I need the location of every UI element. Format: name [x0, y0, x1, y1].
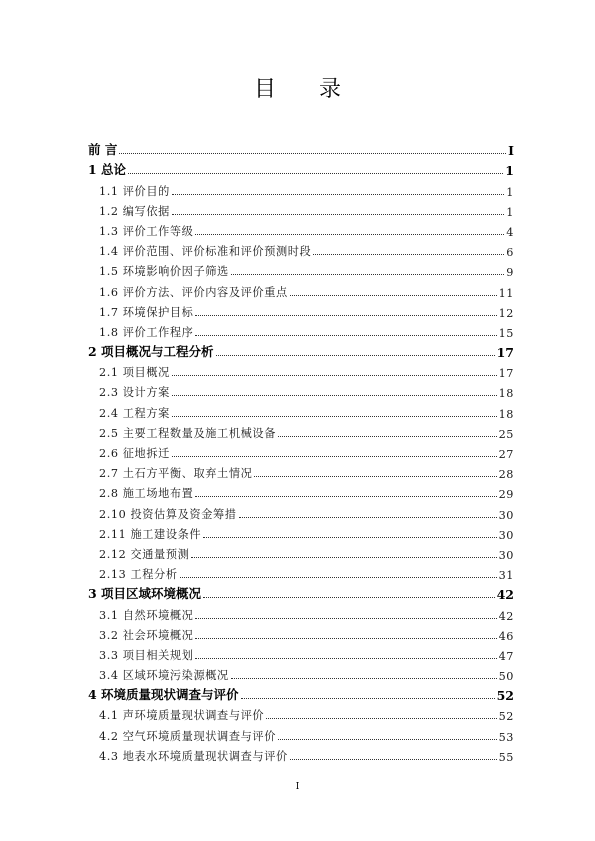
toc-section-entry[interactable]: [88, 158, 514, 178]
toc-subsection-entry[interactable]: [88, 380, 514, 400]
toc-subsection-entry[interactable]: [88, 643, 514, 663]
toc-entry-label: 3.2 社会环境概况: [99, 628, 194, 642]
toc-entry-label: 1.4 评价范围、评价标准和评价预测时段: [99, 245, 312, 259]
toc-entry-label: 3.3 项目相关规划: [99, 648, 194, 662]
dot-leader: [195, 334, 496, 336]
dot-leader: [172, 193, 504, 195]
toc-entry-page-number: 52: [498, 710, 514, 724]
dot-leader: [231, 273, 504, 275]
dot-leader: [239, 516, 497, 518]
toc-entry-label: 2.8 施工场地布置: [99, 487, 194, 501]
dot-leader: [128, 172, 503, 174]
toc-section-entry[interactable]: [88, 340, 514, 360]
toc-subsection-entry[interactable]: [88, 279, 514, 299]
toc-subsection-entry[interactable]: [88, 239, 514, 259]
toc-entry-page-number: 15: [498, 326, 514, 340]
toc-entry-page-number: 50: [498, 670, 514, 684]
dot-leader: [172, 213, 504, 215]
dot-leader: [172, 455, 497, 457]
toc-entry-label: 1.1 评价目的: [99, 184, 170, 198]
toc-subsection-entry[interactable]: [88, 360, 514, 380]
toc-entry-page-number: 52: [496, 688, 514, 704]
toc-entry-label: 1.7 环境保护目标: [99, 305, 194, 319]
toc-entry-page-number: 42: [498, 609, 514, 623]
toc-entry-label: 2.7 土石方平衡、取弃土情况: [99, 467, 253, 481]
toc-entry-label: 4.3 地表水环境质量现状调查与评价: [99, 749, 288, 763]
toc-entry-label: 4.1 声环境质量现状调查与评价: [99, 709, 265, 723]
dot-leader: [266, 717, 496, 719]
toc-entry-page-number: 18: [498, 407, 514, 421]
toc-entry-page-number: 55: [498, 750, 514, 764]
toc-subsection-entry[interactable]: [88, 481, 514, 501]
toc-subsection-entry[interactable]: [88, 400, 514, 420]
toc-entry-page-number: 53: [498, 730, 514, 744]
toc-section-entry[interactable]: [88, 582, 514, 602]
toc-entry-label: 2.12 交通量预测: [99, 547, 190, 561]
toc-entry-page-number: 6: [506, 246, 514, 260]
toc-entry-label: 2.10 投资估算及资金筹措: [99, 507, 237, 521]
page-title: 目 录: [254, 77, 359, 102]
toc-entry-page-number: 29: [498, 488, 514, 502]
toc-entry-label: 2 项目概况与工程分析: [88, 344, 214, 360]
toc-entry-page-number: 4: [506, 225, 514, 239]
dot-leader: [231, 677, 497, 679]
toc-subsection-entry[interactable]: [88, 300, 514, 320]
toc-entry-label: 1.6 评价方法、评价内容及评价重点: [99, 285, 288, 299]
toc-section-entry[interactable]: [88, 683, 514, 703]
dot-leader: [241, 697, 495, 699]
toc-entry-page-number: 1: [506, 185, 514, 199]
dot-leader: [195, 617, 496, 619]
page-number: I: [295, 782, 300, 792]
toc-entry-label: 1.2 编写依据: [99, 204, 170, 218]
toc-entry-page-number: 12: [498, 306, 514, 320]
toc-entry-page-number: 1: [505, 163, 514, 179]
dot-leader: [290, 758, 497, 760]
dot-leader: [216, 354, 495, 356]
toc-subsection-entry[interactable]: [88, 522, 514, 542]
toc-entry-page-number: 28: [498, 468, 514, 482]
toc-subsection-entry[interactable]: [88, 744, 514, 764]
dot-leader: [180, 576, 497, 578]
dot-leader: [172, 415, 497, 417]
toc-subsection-entry[interactable]: [88, 441, 514, 461]
toc-entry-page-number: 11: [498, 286, 514, 300]
dot-leader: [278, 435, 497, 437]
toc-entry-label: 2.11 施工建设条件: [99, 527, 202, 541]
toc-section-entry[interactable]: [88, 138, 514, 158]
toc-subsection-entry[interactable]: [88, 623, 514, 643]
dot-leader: [195, 657, 496, 659]
dot-leader: [119, 152, 506, 154]
toc-entry-label: 2.3 设计方案: [99, 386, 170, 400]
dot-leader: [172, 394, 497, 396]
toc-subsection-entry[interactable]: [88, 461, 514, 481]
toc-entry-page-number: 17: [498, 367, 514, 381]
toc-entry-label: 1 总论: [88, 162, 127, 178]
dot-leader: [278, 738, 497, 740]
toc-subsection-entry[interactable]: [88, 723, 514, 743]
toc-entry-label: 1.5 环境影响价因子筛选: [99, 265, 229, 279]
toc-entry-page-number: 46: [498, 629, 514, 643]
dot-leader: [195, 637, 496, 639]
toc-entry-label: 1.8 评价工作程序: [99, 325, 194, 339]
toc-entry-page-number: 30: [498, 508, 514, 522]
toc-entry-label: 4.2 空气环境质量现状调查与评价: [99, 729, 276, 743]
toc-entry-label: 前 言: [88, 142, 118, 158]
dot-leader: [313, 253, 504, 255]
toc-entry-page-number: 9: [506, 266, 514, 280]
toc-subsection-entry[interactable]: [88, 562, 514, 582]
toc-entry-label: 3 项目区域环境概况: [88, 586, 202, 602]
toc-subsection-entry[interactable]: [88, 421, 514, 441]
toc-subsection-entry[interactable]: [88, 703, 514, 723]
toc-entry-label: 1.3 评价工作等级: [99, 224, 194, 238]
toc-entry-label: 4 环境质量现状调查与评价: [88, 687, 239, 703]
toc-entry-label: 3.4 区域环境污染源概况: [99, 669, 229, 683]
toc-entry-page-number: 30: [498, 528, 514, 542]
dot-leader: [203, 596, 495, 598]
dot-leader: [290, 294, 497, 296]
dot-leader: [195, 495, 496, 497]
toc-subsection-entry[interactable]: [88, 199, 514, 219]
toc-entry-page-number: 17: [496, 345, 514, 361]
toc-entry-page-number: 1: [506, 205, 514, 219]
toc-entry-page-number: I: [508, 143, 514, 159]
dot-leader: [203, 536, 496, 538]
dot-leader: [254, 475, 496, 477]
toc-entry-label: 2.13 工程分析: [99, 568, 178, 582]
dot-leader: [172, 374, 497, 376]
toc-subsection-entry[interactable]: [88, 219, 514, 239]
toc-entry-page-number: 18: [498, 387, 514, 401]
toc-entry-page-number: 30: [498, 548, 514, 562]
toc-subsection-entry[interactable]: [88, 542, 514, 562]
toc-entry-page-number: 31: [498, 569, 514, 583]
toc-subsection-entry[interactable]: [88, 602, 514, 622]
toc-subsection-entry[interactable]: [88, 501, 514, 521]
dot-leader: [191, 556, 496, 558]
toc-entry-label: 2.4 工程方案: [99, 406, 170, 420]
toc-subsection-entry[interactable]: [88, 259, 514, 279]
toc-entry-page-number: 27: [498, 448, 514, 461]
toc-entry-label: 2.5 主要工程数量及施工机械设备: [99, 426, 276, 440]
dot-leader: [195, 314, 496, 316]
dot-leader: [195, 233, 504, 235]
toc-subsection-entry[interactable]: [88, 320, 514, 340]
toc-subsection-entry[interactable]: [88, 663, 514, 683]
toc-entry-label: 3.1 自然环境概况: [99, 608, 194, 622]
toc-entry-page-number: 47: [498, 649, 514, 663]
toc-entry-page-number: 25: [498, 427, 514, 441]
toc-entry-label: 2.1 项目概况: [99, 366, 170, 380]
toc-entry-page-number: 42: [496, 587, 514, 603]
toc-entry-label: 2.6 征地拆迁: [99, 447, 170, 460]
table-of-contents: [88, 138, 514, 764]
toc-subsection-entry[interactable]: [88, 178, 514, 198]
